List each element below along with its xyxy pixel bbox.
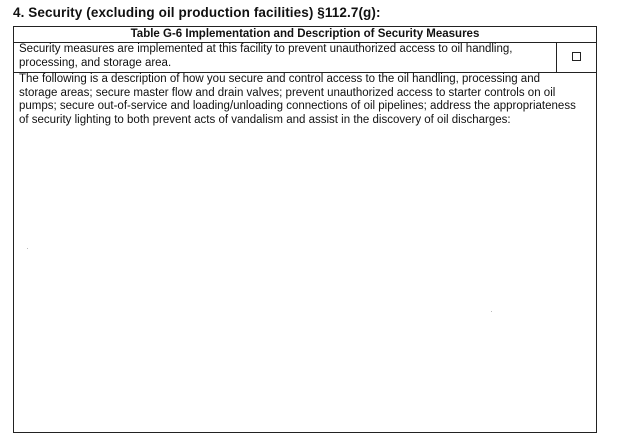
security-measure-row bbox=[14, 43, 596, 73]
checkbox-cell bbox=[556, 43, 596, 72]
security-measure-statement: Security measures are implemented at this facility to prevent unauthorized access to oil handling, processing, and storage area. bbox=[19, 43, 513, 69]
security-description-prompt: The following is a description of how you secure and control access to the oil handling, processing and storage areas; secure master flow and drain valves; prevent unauthorized access to starter controls on oil pumps; secure out-of-service and loading/unloading connections of oil pipelines; address the appropriateness of security lighting to both prevent acts of vandalism and assist in the discovery of oil discharges: bbox=[19, 73, 576, 126]
section-heading: 4. Security (excluding oil production facilities) §112.7(g): bbox=[13, 5, 381, 20]
scan-speck bbox=[491, 311, 492, 312]
security-description-entry-field[interactable] bbox=[14, 143, 596, 433]
security-measures-table bbox=[13, 26, 597, 433]
security-measure-checkbox[interactable] bbox=[572, 52, 581, 61]
scan-speck bbox=[27, 248, 28, 249]
security-description-area bbox=[14, 73, 596, 433]
table-caption: Table G-6 Implementation and Description of Security Measures bbox=[14, 27, 596, 43]
